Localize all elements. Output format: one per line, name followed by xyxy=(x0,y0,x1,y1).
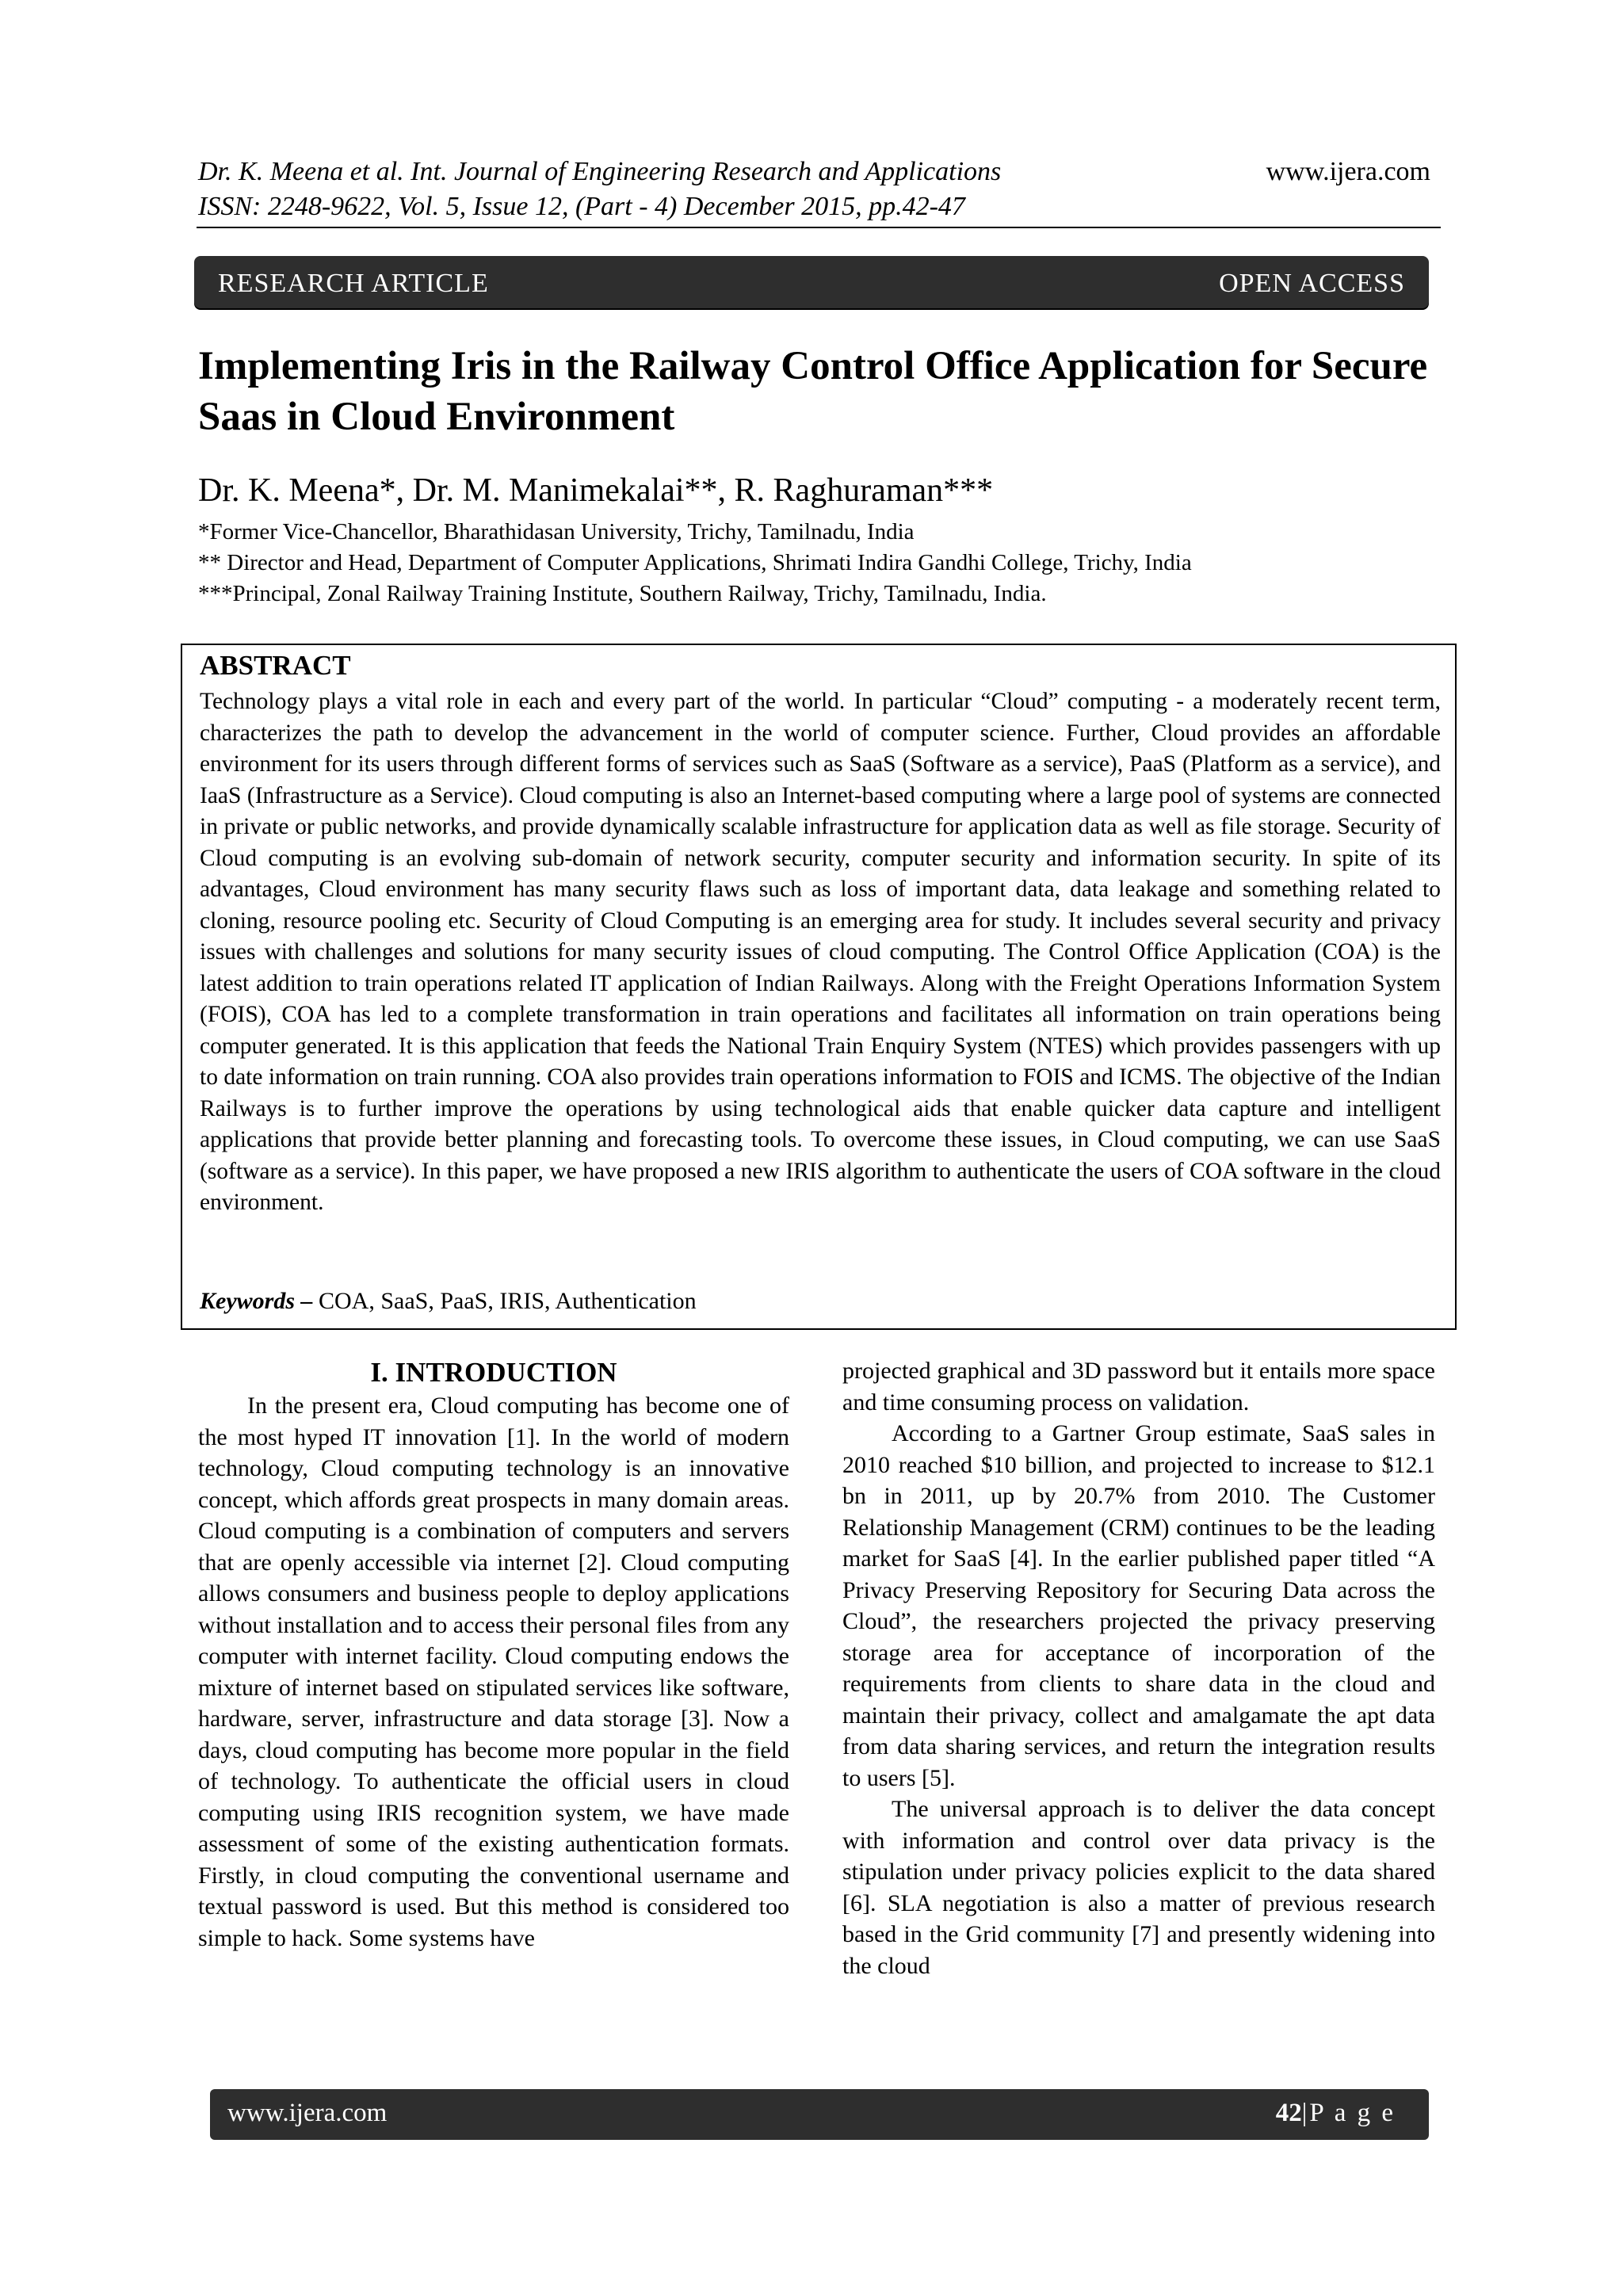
intro-paragraph-3: According to a Gartner Group estimate, SaaS sales in 2010 reached $10 billion, and projected to increase to $12.1 bn in 2011, up by 20.7% from 2010. The Customer Relationship Management (CRM) continues to be the leading market for SaaS [4]. In the earlier published paper titled “A Privacy Preserving Repository for Securing Data across the Cloud”, the researchers projected the privacy preserving storage area for acceptance of incorporation of the requirements from clients to share data in the cloud and maintain their privacy, collect and amalgamate the apt data from data sharing services, and return the integration results to users [5]. xyxy=(842,1420,1435,1791)
intro-paragraph-2: projected graphical and 3D password but it entails more space and time consuming process on validation. xyxy=(842,1358,1435,1415)
keywords-label: Keywords – xyxy=(200,1288,313,1314)
paper-title: Implementing Iris in the Railway Control Office Application for Secure Saas in Cloud Environment xyxy=(198,344,1428,439)
open-access-label: OPEN ACCESS xyxy=(1219,269,1405,298)
page-indicator xyxy=(1276,2099,1396,2128)
abstract-box xyxy=(181,644,1457,1330)
left-column xyxy=(198,1355,789,1954)
page-footer xyxy=(210,2089,1429,2140)
section-heading-introduction: I. INTRODUCTION xyxy=(370,1357,617,1388)
right-column xyxy=(842,1355,1435,1981)
citation-line-2: ISSN: 2248-9622, Vol. 5, Issue 12, (Part - 4) December 2015, pp.42-47 xyxy=(198,192,965,221)
keywords-list: COA, SaaS, PaaS, IRIS, Authentication xyxy=(312,1288,697,1314)
intro-paragraph-1: In the present era, Cloud computing has become one of the most hyped IT innovation [1]. In the world of modern technology, Cloud computing technology is an innovative concept, which affords great prospects in many domain areas. Cloud computing is a combination of computers and servers that are openly accessible via internet [2]. Cloud computing allows consumers and business people to deploy applications without installation and to access their personal files from any computer with internet facility. Cloud computing endows the mixture of internet based on stipulated services like software, hardware, server, infrastructure and data storage [3]. Now a days, cloud computing has become more popular in the field of technology. To authenticate the official users in cloud computing using IRIS recognition system, we have made assessment of some of the existing authentication formats. Firstly, in cloud computing the conventional username and textual password is used. But this method is considered too simple to hack. Some systems have xyxy=(198,1392,789,1951)
abstract-heading: ABSTRACT xyxy=(200,650,351,681)
header-website-link[interactable]: www.ijera.com xyxy=(1266,157,1430,186)
affiliation-2: ** Director and Head, Department of Computer Applications, Shrimati Indira Gandhi College, Trichy, India xyxy=(198,550,1192,575)
header-divider xyxy=(197,227,1441,228)
keywords-line xyxy=(200,1286,697,1317)
affiliation-3: ***Principal, Zonal Railway Training Institute, Southern Railway, Trichy, Tamilnadu, India. xyxy=(198,581,1047,606)
author-list: Dr. K. Meena*, Dr. M. Manimekalai**, R. Raghuraman*** xyxy=(198,472,994,509)
page-label: |P a g e xyxy=(1301,2099,1396,2127)
affiliation-1: *Former Vice-Chancellor, Bharathidasan University, Trichy, Tamilnadu, India xyxy=(198,519,915,544)
citation-line-1: Dr. K. Meena et al. Int. Journal of Engineering Research and Applications xyxy=(198,157,1002,186)
research-article-label: RESEARCH ARTICLE xyxy=(218,269,489,298)
intro-paragraph-4: The universal approach is to deliver the data concept with information and control over data privacy is the stipulation under privacy policies explicit to the data shared [6]. SLA negotiation is also a matter of previous research based in the Grid community [7] and presently widening into the cloud xyxy=(842,1796,1435,1979)
running-header-citation xyxy=(198,155,1149,224)
article-type-banner xyxy=(194,256,1429,308)
page-number: 42 xyxy=(1275,2099,1302,2127)
abstract-text: Technology plays a vital role in each and every part of the world. In particular “Cloud” computing - a moderately recent term, characterizes the path to develop the advancement in the world of computer science. Further, Cloud provides an affordable environment for its users through different forms of services such as SaaS (Software as a service), PaaS (Platform as a service), and IaaS (Infrastructure as a Service). Cloud computing is also an Internet-based computing where a large pool of systems are connected in private or public networks, and provide dynamically scalable infrastructure for application data as well as file storage. Security of Cloud computing is an evolving sub-domain of network security, computer security and information security. In spite of its advantages, Cloud environment has many security flaws such as loss of important data, data leakage and something related to cloning, resource pooling etc. Security of Cloud Computing is an emerging area for study. It includes several security and privacy issues with challenges and solutions for many security issues of cloud computing. The Control Office Application (COA) is the latest addition to train operations related IT application of Indian Railways. Along with the Freight Operations Information System (FOIS), COA has led to a complete transformation in train operations and facilitates all information on train operations being computer generated. It is this application that feeds the National Train Enquiry System (NTES) which provides passengers with up to date information on train running. COA also provides train operations information to FOIS and ICMS. The objective of the Indian Railways is to further improve the operations by using technological aids that enable quicker data capture and intelligent applications that provide better planning and forecasting tools. To overcome these issues, in Cloud computing, we can use SaaS (software as a service). In this paper, we have proposed a new IRIS algorithm to authenticate the users of COA software in the cloud environment. xyxy=(200,689,1441,1215)
footer-website-link[interactable]: www.ijera.com xyxy=(227,2099,388,2127)
